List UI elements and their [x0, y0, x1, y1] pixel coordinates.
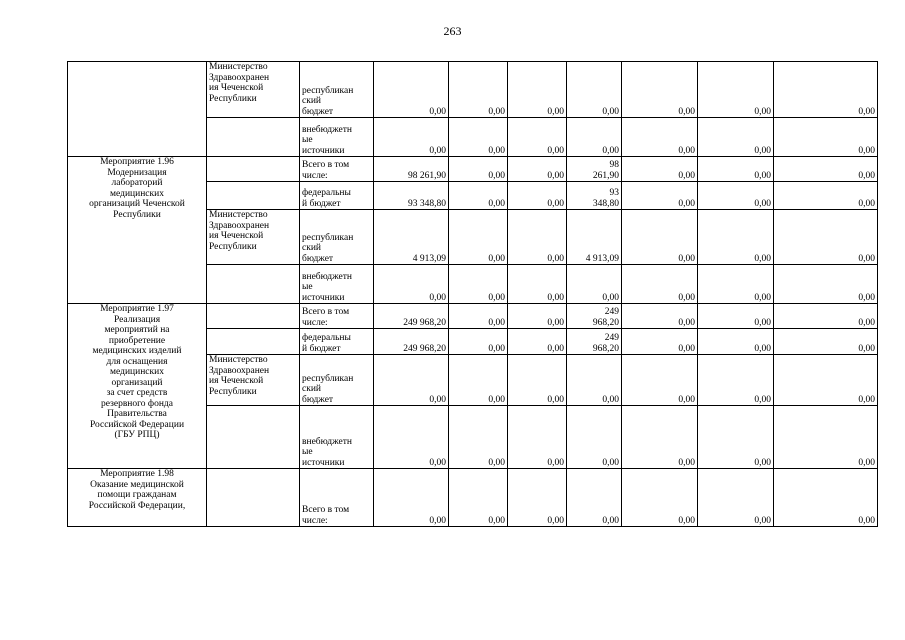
- amount-cell: 93 348,80: [567, 182, 622, 210]
- amount-cell: 0,00: [449, 265, 508, 304]
- amount-cell: 0,00: [508, 157, 567, 182]
- funding-source-cell: федеральны й бюджет: [300, 329, 374, 355]
- amount-cell: 0,00: [774, 182, 878, 210]
- amount-cell: 0,00: [774, 265, 878, 304]
- amount-cell: 0,00: [449, 355, 508, 406]
- funding-source-cell: Всего в том числе:: [300, 157, 374, 182]
- amount-cell: 0,00: [698, 469, 774, 527]
- amount-cell: 0,00: [774, 355, 878, 406]
- amount-cell: 0,00: [508, 406, 567, 469]
- amount-cell: 0,00: [774, 62, 878, 118]
- funding-source-cell: Всего в том числе:: [300, 304, 374, 329]
- amount-cell: 249 968,20: [374, 304, 449, 329]
- amount-cell: 0,00: [567, 355, 622, 406]
- amount-cell: 0,00: [374, 265, 449, 304]
- funding-source-cell: внебюджетн ые источники: [300, 265, 374, 304]
- amount-cell: 0,00: [449, 157, 508, 182]
- amount-cell: 0,00: [449, 210, 508, 265]
- organization-cell: [207, 469, 300, 527]
- amount-cell: 0,00: [774, 469, 878, 527]
- amount-cell: 0,00: [449, 469, 508, 527]
- funding-source-cell: Всего в том числе:: [300, 469, 374, 527]
- amount-cell: 93 348,80: [374, 182, 449, 210]
- event-cell: Мероприятие 1.98 Оказание медицинской помощи гражданам Российской Федерации,: [68, 469, 207, 527]
- amount-cell: 0,00: [698, 406, 774, 469]
- organization-cell: [207, 406, 300, 469]
- amount-cell: 0,00: [774, 329, 878, 355]
- page-number: 263: [443, 24, 462, 38]
- amount-cell: 0,00: [698, 182, 774, 210]
- amount-cell: 0,00: [622, 329, 698, 355]
- table-row: [68, 157, 878, 182]
- amount-cell: 0,00: [508, 182, 567, 210]
- organization-cell: Министерство Здравоохранен ия Чеченской Республики: [207, 210, 300, 265]
- amount-cell: 0,00: [622, 157, 698, 182]
- amount-cell: 98 261,90: [374, 157, 449, 182]
- amount-cell: 0,00: [567, 118, 622, 157]
- amount-cell: 0,00: [449, 406, 508, 469]
- amount-cell: 0,00: [622, 355, 698, 406]
- funding-source-cell: республикан ский бюджет: [300, 210, 374, 265]
- amount-cell: 0,00: [374, 355, 449, 406]
- organization-cell: [207, 157, 300, 182]
- event-cell: [68, 62, 207, 157]
- amount-cell: 0,00: [622, 210, 698, 265]
- amount-cell: 0,00: [508, 265, 567, 304]
- organization-cell: [207, 182, 300, 210]
- amount-cell: 0,00: [698, 62, 774, 118]
- amount-cell: 4 913,09: [567, 210, 622, 265]
- amount-cell: 0,00: [698, 355, 774, 406]
- amount-cell: 0,00: [508, 304, 567, 329]
- amount-cell: 0,00: [622, 62, 698, 118]
- amount-cell: 4 913,09: [374, 210, 449, 265]
- amount-cell: 0,00: [567, 469, 622, 527]
- amount-cell: 0,00: [508, 118, 567, 157]
- amount-cell: 0,00: [774, 406, 878, 469]
- amount-cell: 0,00: [508, 469, 567, 527]
- amount-cell: 0,00: [449, 304, 508, 329]
- amount-cell: 0,00: [622, 469, 698, 527]
- amount-cell: 0,00: [508, 210, 567, 265]
- amount-cell: 249 968,20: [567, 304, 622, 329]
- amount-cell: 0,00: [374, 62, 449, 118]
- table-row: [68, 469, 878, 527]
- amount-cell: 0,00: [774, 210, 878, 265]
- amount-cell: 0,00: [567, 406, 622, 469]
- amount-cell: 0,00: [449, 182, 508, 210]
- amount-cell: 0,00: [698, 118, 774, 157]
- amount-cell: 0,00: [774, 157, 878, 182]
- amount-cell: 0,00: [774, 118, 878, 157]
- funding-source-cell: внебюджетн ые источники: [300, 118, 374, 157]
- amount-cell: 0,00: [508, 329, 567, 355]
- amount-cell: 0,00: [622, 118, 698, 157]
- organization-cell: [207, 265, 300, 304]
- amount-cell: 0,00: [374, 406, 449, 469]
- amount-cell: 0,00: [508, 62, 567, 118]
- funding-source-cell: внебюджетн ые источники: [300, 406, 374, 469]
- funding-source-cell: федеральны й бюджет: [300, 182, 374, 210]
- amount-cell: 98 261,90: [567, 157, 622, 182]
- amount-cell: 0,00: [698, 157, 774, 182]
- organization-cell: [207, 118, 300, 157]
- organization-cell: Министерство Здравоохранен ия Чеченской Республики: [207, 355, 300, 406]
- amount-cell: 249 968,20: [374, 329, 449, 355]
- amount-cell: 0,00: [449, 329, 508, 355]
- table-row: [68, 304, 878, 329]
- amount-cell: 0,00: [374, 469, 449, 527]
- amount-cell: 0,00: [698, 329, 774, 355]
- amount-cell: 0,00: [449, 118, 508, 157]
- amount-cell: 0,00: [698, 304, 774, 329]
- budget-table: [67, 61, 878, 527]
- organization-cell: [207, 329, 300, 355]
- table-row: [68, 62, 878, 118]
- amount-cell: 0,00: [622, 406, 698, 469]
- funding-source-cell: республикан ский бюджет: [300, 62, 374, 118]
- amount-cell: 0,00: [567, 62, 622, 118]
- organization-cell: [207, 304, 300, 329]
- organization-cell: Министерство Здравоохранен ия Чеченской Республики: [207, 62, 300, 118]
- amount-cell: 249 968,20: [567, 329, 622, 355]
- funding-source-cell: республикан ский бюджет: [300, 355, 374, 406]
- event-cell: Мероприятие 1.97 Реализация мероприятий на приобретение медицинских изделий для оснащения медицинских организаций за счет средств резервного фонда Правительства Российской Федерации (ГБУ РПЦ): [68, 304, 207, 469]
- amount-cell: 0,00: [622, 304, 698, 329]
- amount-cell: 0,00: [774, 304, 878, 329]
- amount-cell: 0,00: [567, 265, 622, 304]
- amount-cell: 0,00: [698, 210, 774, 265]
- amount-cell: 0,00: [622, 265, 698, 304]
- amount-cell: 0,00: [508, 355, 567, 406]
- event-cell: Мероприятие 1.96 Модернизация лабораторий медицинских организаций Чеченской Республики: [68, 157, 207, 304]
- amount-cell: 0,00: [449, 62, 508, 118]
- amount-cell: 0,00: [622, 182, 698, 210]
- amount-cell: 0,00: [698, 265, 774, 304]
- amount-cell: 0,00: [374, 118, 449, 157]
